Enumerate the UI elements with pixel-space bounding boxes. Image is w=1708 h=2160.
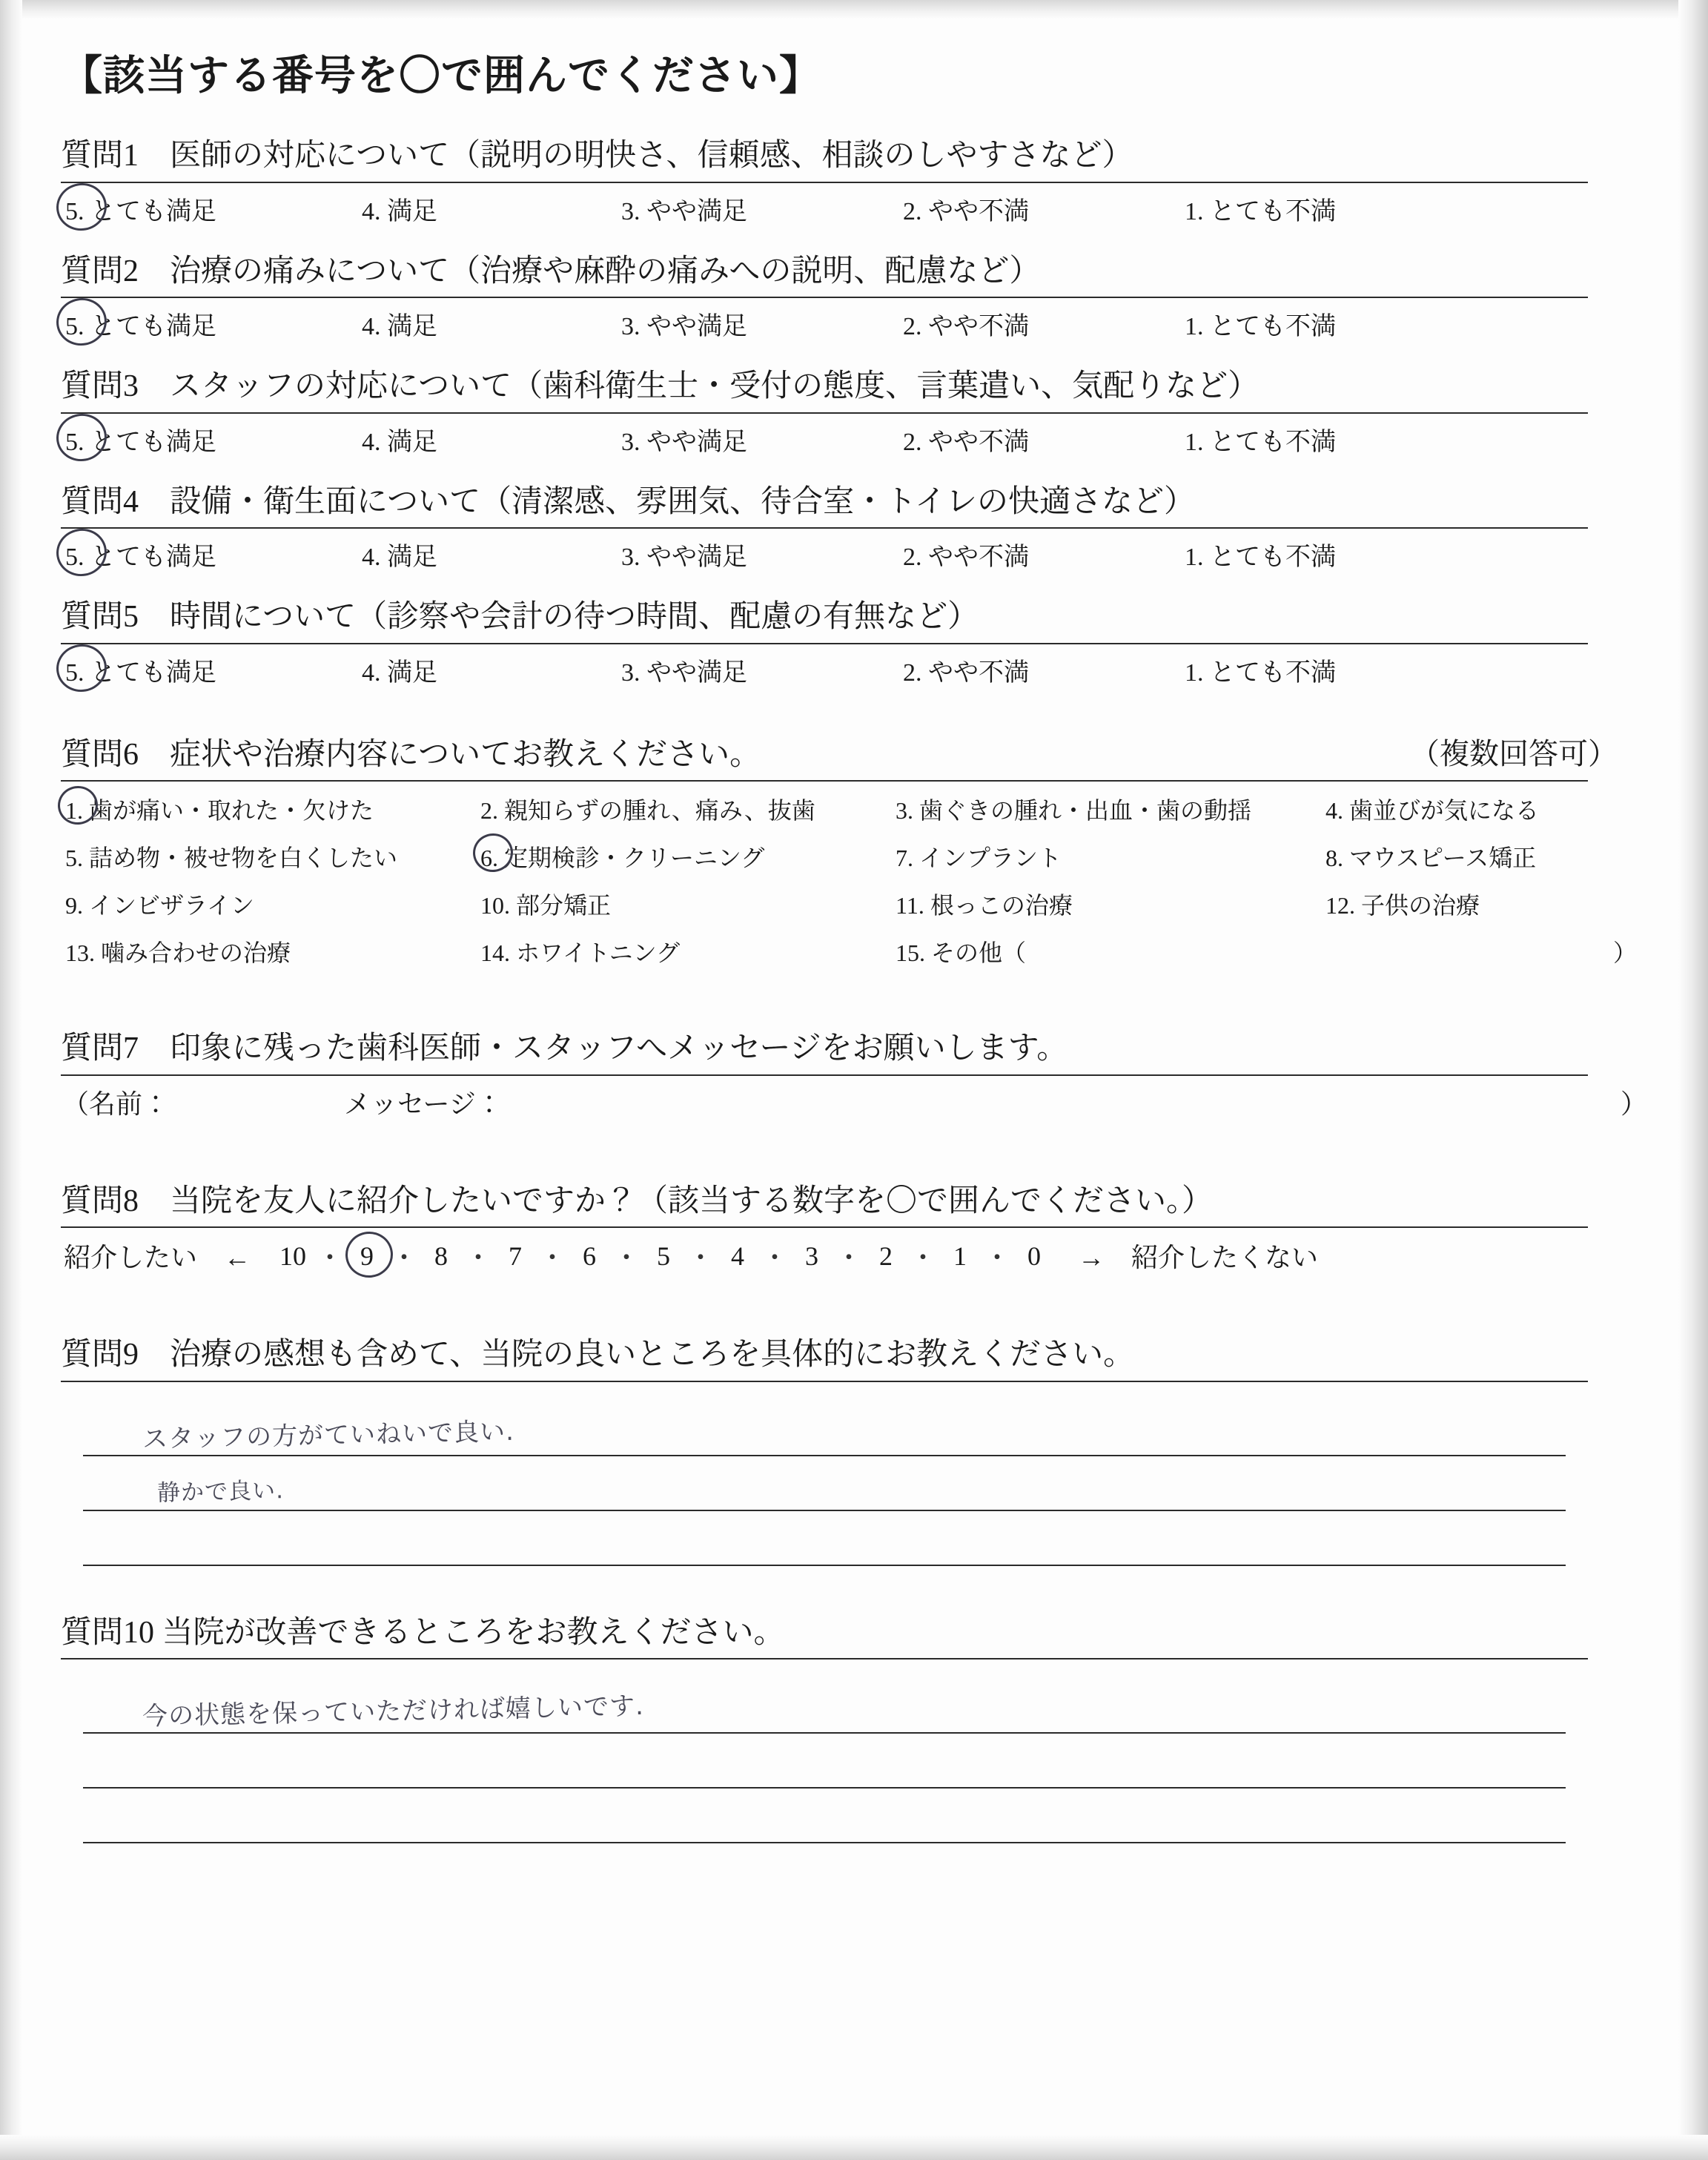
nps-number-10[interactable]: 10 bbox=[279, 1241, 307, 1271]
question-text-q6-main: 質問6 症状や治療内容についてお教えください。 bbox=[61, 737, 761, 772]
choice-item[interactable]: 5. 詰め物・被せ物を白くしたい bbox=[65, 845, 398, 871]
nps-number-5[interactable]: 5 bbox=[657, 1241, 671, 1271]
scale-option-3-q2[interactable]: 3. やや満足 bbox=[621, 313, 747, 340]
scale-option-1-q4[interactable]: 1. とても不満 bbox=[1185, 544, 1336, 571]
nps-separator: ・ bbox=[465, 1243, 492, 1272]
form-content bbox=[61, 43, 1647, 1869]
question-text-q3: 質問3 スタッフの対応について（歯科衛生士・受付の態度、言葉遣い、気配りなど） bbox=[61, 369, 1260, 403]
nps-right-label: → 紹介したくない bbox=[1078, 1243, 1319, 1272]
name-field-label: （名前： bbox=[62, 1089, 170, 1119]
scale-option-4-q3[interactable]: 4. 満足 bbox=[362, 428, 437, 456]
scale-option-2-q4[interactable]: 2. やや不満 bbox=[903, 544, 1029, 571]
scale-option-3-q3[interactable]: 3. やや満足 bbox=[621, 428, 747, 456]
choice-item[interactable]: 4. 歯並びが気になる bbox=[1325, 797, 1540, 824]
scale-option-1-q2[interactable]: 1. とても不満 bbox=[1185, 313, 1336, 340]
question-block-q9 bbox=[61, 1335, 1647, 1566]
choice-item[interactable]: 8. マウスピース矯正 bbox=[1325, 845, 1537, 871]
question-text-q6 bbox=[61, 736, 1647, 775]
question-block-q6 bbox=[61, 736, 1647, 969]
choice-other-close-paren: ） bbox=[1612, 939, 1637, 966]
question-text-q2: 質問2 治療の痛みについて（治療や麻酔の痛みへの説明、配慮など） bbox=[61, 254, 1041, 288]
nps-number-0[interactable]: 0 bbox=[1027, 1241, 1042, 1271]
nps-left-label: 紹介したい ← bbox=[64, 1243, 251, 1272]
rule-q4 bbox=[61, 527, 1588, 529]
scale-row-q5 bbox=[61, 652, 1647, 688]
nps-number-list bbox=[276, 1237, 1051, 1275]
choice-item[interactable] bbox=[480, 839, 896, 873]
choice-item[interactable]: 3. 歯ぐきの腫れ・出血・歯の動揺 bbox=[896, 797, 1252, 824]
scale-option-2-q1[interactable]: 2. やや不満 bbox=[903, 197, 1029, 225]
q7-close-paren: ） bbox=[1620, 1089, 1647, 1119]
question-block-q3 bbox=[61, 367, 1647, 458]
question-block-q8 bbox=[61, 1182, 1647, 1275]
nps-separator: ・ bbox=[910, 1243, 937, 1272]
choice-item[interactable]: 13. 噛み合わせの治療 bbox=[65, 939, 291, 966]
scale-option-5-q4[interactable]: 5. とても満足 bbox=[65, 544, 216, 571]
handwritten-answer-q9-line2: 静かで良い. bbox=[156, 1476, 285, 1507]
question-note-q6: （複数回答可） bbox=[1410, 736, 1618, 770]
nps-number-6[interactable]: 6 bbox=[583, 1241, 597, 1271]
question-block-q1 bbox=[61, 136, 1647, 227]
answer-rule-line bbox=[83, 1456, 1566, 1511]
scan-edge-left bbox=[0, 0, 22, 2160]
scale-option-3-q1[interactable]: 3. やや満足 bbox=[621, 197, 747, 225]
nps-number-3[interactable]: 3 bbox=[805, 1241, 819, 1271]
rule-q10 bbox=[61, 1658, 1588, 1659]
question-block-q7 bbox=[61, 1029, 1647, 1121]
scan-edge-bottom bbox=[0, 2135, 1708, 2160]
scale-option-1-q5[interactable]: 1. とても不満 bbox=[1185, 658, 1336, 687]
rule-q7 bbox=[61, 1074, 1588, 1076]
scale-row-q3 bbox=[61, 421, 1647, 458]
page-title: 【該当する番号を〇で囲んでください】 bbox=[61, 53, 821, 99]
nps-separator: ・ bbox=[984, 1243, 1011, 1272]
scale-option-5-q5[interactable]: 5. とても満足 bbox=[65, 658, 216, 687]
handwritten-answer-q10-line1: 今の状態を保っていただければ嬉しいです. bbox=[142, 1691, 645, 1732]
nps-number-7[interactable]: 7 bbox=[509, 1241, 523, 1271]
choice-item[interactable]: 7. インプラント bbox=[896, 845, 1062, 871]
nps-separator: ・ bbox=[835, 1243, 863, 1272]
scale-option-4-q4[interactable]: 4. 満足 bbox=[362, 544, 437, 571]
nps-scale-row bbox=[61, 1237, 1647, 1275]
question-block-q10 bbox=[61, 1614, 1647, 1844]
question-text-q8: 質問8 当院を友人に紹介したいですか？（該当する数字を〇で囲んでください。） bbox=[61, 1183, 1214, 1218]
scale-option-2-q5[interactable]: 2. やや不満 bbox=[903, 658, 1029, 687]
choice-grid-q6 bbox=[61, 792, 1647, 968]
handwritten-answer-q9-line1: スタッフの方がていねいで良い. bbox=[142, 1416, 515, 1454]
question-text-q7: 質問7 印象に残った歯科医師・スタッフへメッセージをお願いします。 bbox=[61, 1031, 1068, 1066]
rule-q2 bbox=[61, 297, 1588, 298]
question-text-q1: 質問1 医師の対応について（説明の明快さ、信頼感、相談のしやすさなど） bbox=[61, 139, 1133, 173]
choice-item[interactable]: 10. 部分矯正 bbox=[480, 892, 612, 919]
nps-separator: ・ bbox=[687, 1243, 715, 1272]
question-text-q10: 質問10 当院が改善できるところをお教えください。 bbox=[61, 1615, 785, 1650]
choice-item[interactable]: 2. 親知らずの腫れ、痛み、抜歯 bbox=[480, 797, 815, 824]
nps-separator: ・ bbox=[391, 1243, 418, 1272]
nps-number-1[interactable]: 1 bbox=[953, 1241, 967, 1271]
nps-number-4[interactable]: 4 bbox=[731, 1241, 745, 1271]
answer-area-q9[interactable] bbox=[61, 1401, 1647, 1566]
rule-q9 bbox=[61, 1381, 1588, 1382]
question-text-q4: 質問4 設備・衛生面について（清潔感、雰囲気、待合室・トイレの快適さなど） bbox=[61, 484, 1196, 519]
nps-separator: ・ bbox=[317, 1243, 344, 1272]
nps-separator: ・ bbox=[539, 1243, 566, 1272]
scale-option-1-q1[interactable]: 1. とても不満 bbox=[1185, 197, 1336, 225]
question-block-q5 bbox=[61, 598, 1647, 688]
q7-answer-row bbox=[61, 1083, 1647, 1121]
rule-q6 bbox=[61, 780, 1588, 782]
choice-item[interactable]: 9. インビザライン bbox=[65, 892, 255, 919]
nps-number-9[interactable] bbox=[350, 1241, 384, 1272]
scale-row-q4 bbox=[61, 536, 1647, 572]
scale-option-2-q3[interactable]: 2. やや不満 bbox=[903, 428, 1029, 456]
answer-rule-line bbox=[83, 1734, 1566, 1789]
question-block-q4 bbox=[61, 483, 1647, 573]
nps-separator: ・ bbox=[761, 1243, 789, 1272]
scale-option-4-q5[interactable]: 4. 満足 bbox=[362, 658, 437, 687]
question-text-q5: 質問5 時間について（診察や会計の待つ時間、配慮の有無など） bbox=[61, 600, 979, 634]
scale-option-4-q2[interactable]: 4. 満足 bbox=[362, 313, 437, 340]
question-text-q9: 質問9 治療の感想も含めて、当院の良いところを具体的にお教えください。 bbox=[61, 1338, 1135, 1372]
choice-item-other[interactable] bbox=[896, 934, 1325, 968]
answer-area-q10[interactable] bbox=[61, 1679, 1647, 1843]
choice-item[interactable]: 12. 子供の治療 bbox=[1325, 892, 1480, 919]
scale-option-5-q1[interactable]: 5. とても満足 bbox=[65, 197, 216, 225]
choice-item[interactable] bbox=[65, 792, 480, 826]
rule-q5 bbox=[61, 643, 1588, 644]
answer-rule-line bbox=[83, 1511, 1566, 1566]
question-block-q2 bbox=[61, 252, 1647, 343]
scan-edge-right bbox=[1678, 0, 1708, 2160]
scale-option-5-q3[interactable]: 5. とても満足 bbox=[65, 428, 216, 456]
choice-label: 6. 定期検診・クリーニング bbox=[480, 845, 765, 871]
scale-option-3-q4[interactable]: 3. やや満足 bbox=[621, 544, 747, 571]
message-field-label: メッセージ： bbox=[344, 1089, 503, 1119]
rule-q3 bbox=[61, 412, 1588, 414]
rule-q8 bbox=[61, 1226, 1588, 1228]
nps-number-9-label: 9 bbox=[360, 1241, 374, 1271]
nps-number-8[interactable]: 8 bbox=[434, 1241, 448, 1271]
choice-label: 1. 歯が痛い・取れた・欠けた bbox=[65, 797, 374, 824]
scale-option-1-q3[interactable]: 1. とても不満 bbox=[1185, 428, 1336, 456]
scan-edge-top bbox=[0, 0, 1708, 19]
choice-label-other: 15. その他（ bbox=[896, 939, 1027, 966]
scale-option-4-q1[interactable]: 4. 満足 bbox=[362, 197, 437, 225]
scale-row-q2 bbox=[61, 305, 1647, 342]
answer-rule-line bbox=[83, 1789, 1566, 1843]
scale-option-5-q2[interactable]: 5. とても満足 bbox=[65, 313, 216, 340]
scale-option-3-q5[interactable]: 3. やや満足 bbox=[621, 658, 747, 687]
choice-item[interactable]: 11. 根っこの治療 bbox=[896, 892, 1073, 919]
scale-option-2-q2[interactable]: 2. やや不満 bbox=[903, 313, 1029, 340]
nps-number-2[interactable]: 2 bbox=[879, 1241, 893, 1271]
nps-separator: ・ bbox=[613, 1243, 640, 1272]
choice-item[interactable]: 14. ホワイトニング bbox=[480, 939, 681, 966]
scale-row-q1 bbox=[61, 191, 1647, 227]
rule-q1 bbox=[61, 182, 1588, 183]
